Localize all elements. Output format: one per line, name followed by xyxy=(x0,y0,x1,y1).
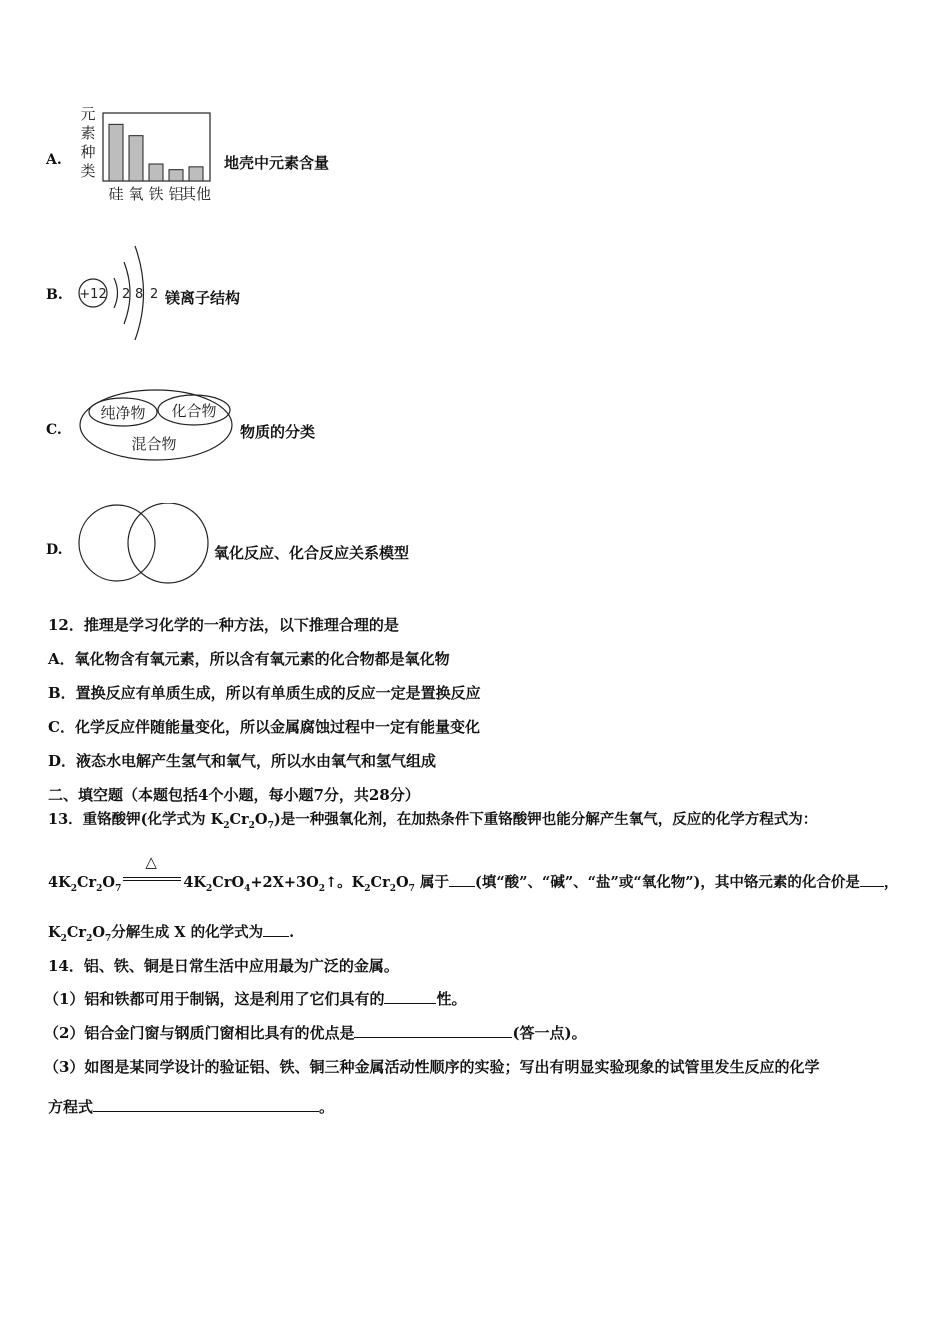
shell-3-count: 2 xyxy=(150,287,159,302)
heating-condition-sign xyxy=(121,853,183,887)
q14-part2 xyxy=(44,1022,587,1043)
q14-part3: （3）如图是某同学设计的验证铝、铁、铜三种金属活动性顺序的实验；写出有明显实验现象的试管里发生反应的化学 xyxy=(44,1058,820,1076)
q13-fill-text: (填“酸”、“碱”、“盐”或“氧化物”)，其中铬元素的化合价是 xyxy=(474,874,860,891)
nucleus-charge: +12 xyxy=(79,287,107,302)
x-tick-label: 硅 xyxy=(108,185,124,203)
q14-stem: 14．铝、铁、铜是日常生活中应用最为广泛的金属。 xyxy=(48,957,399,975)
q14-part1 xyxy=(44,988,466,1009)
q13-last-text: 分解生成 X 的化学式为 xyxy=(111,924,264,941)
q13-stem-part1: 13．重铬酸钾(化学式为 K xyxy=(48,811,224,828)
outer-label: 混合物 xyxy=(131,435,177,453)
y-label-char: 素 xyxy=(80,124,96,142)
inner-right-label: 化合物 xyxy=(171,402,217,420)
right-circle xyxy=(128,503,208,583)
bar-其他 xyxy=(189,167,203,181)
q14-part3-cont: 方程式 。 xyxy=(48,1098,335,1116)
shell-arc xyxy=(114,278,118,308)
bar-group xyxy=(109,124,203,181)
x-tick-label: 铝 xyxy=(168,185,184,203)
option-b-caption: 镁离子结构 xyxy=(165,289,241,307)
option-a-caption: 地壳中元素含量 xyxy=(224,154,330,172)
q12-stem: 12．推理是学习化学的一种方法，以下推理合理的是 xyxy=(48,616,399,634)
q14-part3-cont-text: 方程式 xyxy=(48,1098,94,1116)
option-c-caption: 物质的分类 xyxy=(240,423,316,441)
answer-blank-formula[interactable] xyxy=(263,922,289,937)
bar-铝 xyxy=(169,170,183,181)
q13-equation-line: $4K_2Cr_2O_7$ △ $4K_2CrO_4+2X+3O_2↑$。$K_2Cr_2O_7$ 属于 (填“酸”、“碱”、“盐”或“氧化物”)，其中铬元素的化合价是 ， xyxy=(48,853,899,894)
q14-part1-end: 性。 xyxy=(436,990,467,1008)
q13-last-line: $K_2Cr_2O_7$分解生成 X 的化学式为 . xyxy=(48,924,295,944)
y-label-char: 种 xyxy=(80,143,96,161)
option-a-letter: A. xyxy=(46,152,62,168)
shell-2-count: 8 xyxy=(135,287,144,302)
option-d-letter: D. xyxy=(46,542,63,558)
bar-硅 xyxy=(109,124,123,181)
left-circle xyxy=(79,505,155,581)
q13-eq-tail: 。K xyxy=(337,874,365,891)
classification-diagram xyxy=(78,388,236,464)
q13-stem-part2: 是一种强氧化剂，在加热条件下重铬酸钾也能分解产生氧气，反应的化学方程式为： xyxy=(280,811,818,828)
q12-option-a: A．氧化物含有氧元素，所以含有氧元素的化合物都是氧化物 xyxy=(48,650,450,668)
option-c-letter: C. xyxy=(46,422,62,438)
x-tick-label: 其他 xyxy=(180,185,212,203)
bar-氧 xyxy=(129,136,143,181)
bar-铁 xyxy=(149,164,163,181)
heat-triangle-icon: △ xyxy=(145,853,157,871)
answer-blank-equation[interactable] xyxy=(93,1097,319,1112)
answer-blank-property[interactable] xyxy=(384,989,436,1004)
x-tick-labels xyxy=(108,185,211,203)
y-axis-label xyxy=(80,105,95,180)
q14-part2-end: (答一点)。 xyxy=(512,1024,587,1042)
x-tick-label: 氧 xyxy=(128,185,144,203)
q14-part2-text: （2）铝合金门窗与钢质门窗相比具有的优点是 xyxy=(44,1024,355,1042)
q14-part1-text: （1）铝和铁都可用于制锅，这是利用了它们具有的 xyxy=(44,990,385,1008)
answer-blank-valence[interactable] xyxy=(860,872,884,887)
crust-element-bar-chart xyxy=(76,104,224,204)
y-label-char: 元 xyxy=(80,105,96,123)
section-heading: 二、填空题（本题包括4个小题，每小题7分，共28分） xyxy=(48,786,420,804)
y-label-char: 类 xyxy=(80,162,96,180)
venn-diagram xyxy=(76,503,212,585)
q13-stem: 13．重铬酸钾(化学式为 $K_2Cr_2O_7$)是一种强氧化剂，在加热条件下重铬酸钾也能分解产生氧气，反应的化学方程式为： xyxy=(48,811,818,831)
q12-option-b: B．置换反应有单质生成，所以有单质生成的反应一定是置换反应 xyxy=(48,684,481,702)
x-tick-label: 铁 xyxy=(148,185,164,203)
magnesium-ion-diagram xyxy=(76,232,166,344)
option-b-letter: B. xyxy=(46,287,63,303)
inner-left-label: 纯净物 xyxy=(100,404,146,422)
q12-option-d: D．液态水电解产生氢气和氧气，所以水由氧气和氢气组成 xyxy=(48,752,437,770)
q12-option-c: C．化学反应伴随能量变化，所以金属腐蚀过程中一定有能量变化 xyxy=(48,718,480,736)
answer-blank-class[interactable] xyxy=(449,872,475,887)
answer-blank-advantage[interactable] xyxy=(354,1023,512,1038)
option-d-caption: 氧化反应、化合反应关系模型 xyxy=(214,544,410,562)
shell-1-count: 2 xyxy=(122,287,131,302)
